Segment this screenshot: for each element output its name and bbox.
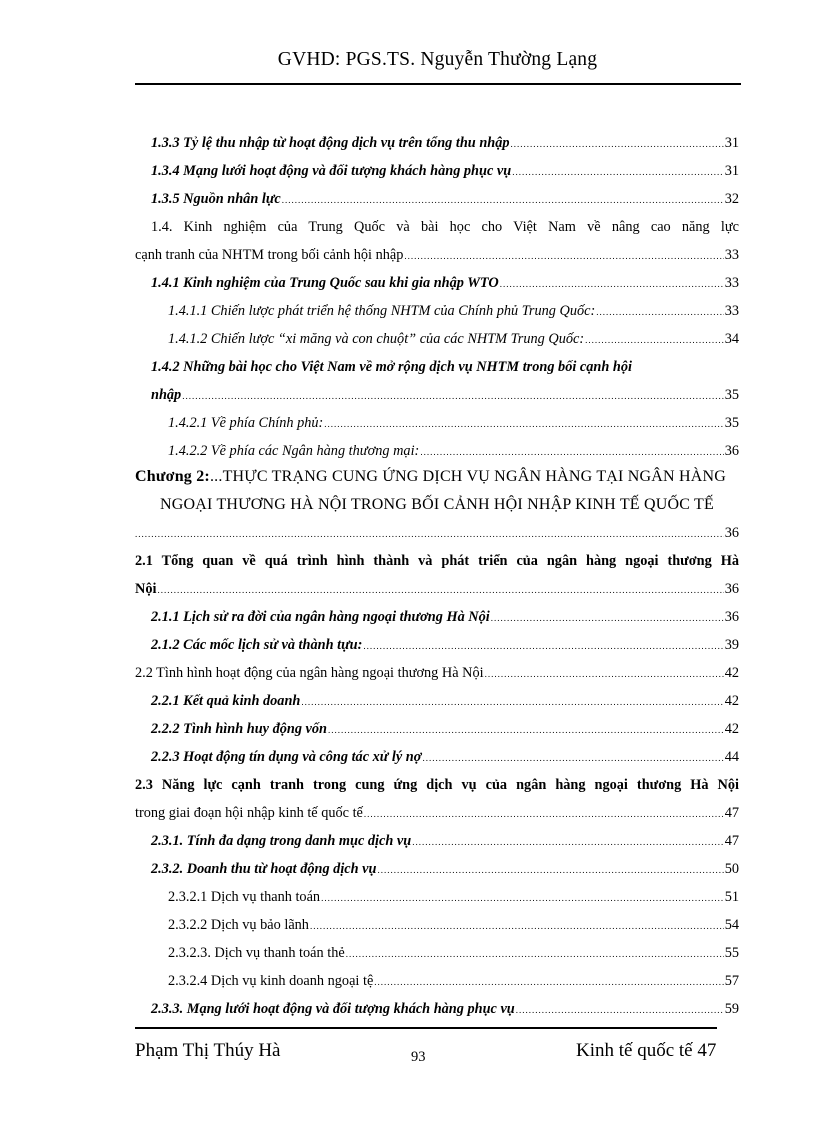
toc-entry-title: 1.3.3 Tỷ lệ thu nhập từ hoạt động dịch vụ trên tổng thu nhập (151, 135, 510, 151)
toc-entry-page: 57 (724, 973, 739, 989)
toc-entry-page: 35 (724, 415, 739, 431)
toc-entry-1-4-2-line1[interactable]: 1.4.2 Những bài học cho Việt Nam về mở rộng dịch vụ NHTM trong bối cạnh hội (151, 359, 632, 375)
toc-entry-2-3-3[interactable] (135, 995, 739, 1023)
toc-entry-title: 2.3.1. Tính đa dạng trong danh mục dịch vụ (151, 833, 412, 849)
toc-entry-1-4-1[interactable] (135, 269, 739, 297)
toc-entry-page: 50 (724, 861, 739, 877)
toc-entry-1-4[interactable] (135, 241, 739, 269)
chapter-dots: ... (209, 468, 223, 485)
toc-leader-dots (135, 520, 724, 548)
toc-entry-title: 2.1.1 Lịch sử ra đời của ngân hàng ngoại thương Hà Nội (151, 609, 490, 625)
toc-entry-page: 31 (724, 163, 739, 179)
toc-entry-title: 2.2 Tình hình hoạt động của ngân hàng ngoại thương Hà Nội (135, 665, 484, 681)
toc-entry-page: 44 (724, 749, 739, 765)
toc-entry-title: 2.3.2.4 Dịch vụ kinh doanh ngoại tệ (168, 973, 374, 989)
toc-leader-dots (321, 884, 724, 912)
toc-chapter-2-line2[interactable]: NGOẠI THƯƠNG HÀ NỘI TRONG BỐI CẢNH HỘI NHẬP KINH TẾ QUỐC TẾ (160, 496, 714, 513)
toc-entry-page: 36 (724, 581, 739, 597)
toc-entry-2-3-2-1[interactable] (135, 883, 739, 911)
toc-entry-title: 2.3.2.3. Dịch vụ thanh toán thẻ (168, 945, 345, 961)
toc-entry-2-2-2[interactable] (135, 715, 739, 743)
toc-entry-title: 2.3.2.1 Dịch vụ thanh toán (168, 889, 321, 905)
toc-entry-1-4-2[interactable] (135, 381, 739, 409)
toc-entry-page: 31 (724, 135, 739, 151)
toc-entry-2-2-3[interactable] (135, 743, 739, 771)
toc-entry-title: cạnh tranh của NHTM trong bối cảnh hội nhập (135, 247, 404, 263)
footer-author: Phạm Thị Thúy Hà (135, 1040, 281, 1061)
toc-leader-dots (516, 996, 724, 1024)
toc-leader-dots (491, 604, 724, 632)
header-divider (135, 83, 741, 85)
toc-entry-title: 1.4.2.2 Về phía các Ngân hàng thương mại: (168, 443, 420, 459)
toc-entry-1-4-1-1[interactable] (135, 297, 739, 325)
toc-entry-title: trong giai đoạn hội nhập kinh tế quốc tế (135, 805, 363, 821)
toc-entry-page: 54 (724, 917, 739, 933)
toc-entry-page: 33 (724, 247, 739, 263)
toc-entry-page: 33 (724, 275, 739, 291)
toc-leader-dots (363, 632, 723, 660)
toc-entry-page: 32 (724, 191, 739, 207)
toc-entry-page: 55 (724, 945, 739, 961)
toc-leader-dots (511, 130, 724, 158)
toc-leader-dots (485, 660, 724, 688)
toc-entry-title: 2.2.1 Kết quả kinh doanh (151, 693, 301, 709)
toc-leader-dots (157, 576, 723, 604)
toc-leader-dots (585, 326, 724, 354)
toc-entry-page: 47 (724, 833, 739, 849)
toc-entry-page: 51 (724, 889, 739, 905)
toc-entry-1-4-2-1[interactable] (135, 409, 739, 437)
toc-entry-title: 1.4.2.1 Về phía Chính phủ: (168, 415, 324, 431)
toc-entry-page: 42 (724, 693, 739, 709)
toc-entry-title: nhập (151, 387, 182, 403)
toc-leader-dots (420, 438, 723, 466)
toc-entry-2-1-line1[interactable]: 2.1 Tổng quan về quá trình hình thành và phát triển của ngân hàng ngoại thương Hà (135, 553, 739, 569)
chapter-title-line1: THỰC TRẠNG CUNG ỨNG DỊCH VỤ NGÂN HÀNG TẠI NGÂN HÀNG (222, 468, 727, 485)
toc-entry-2-3-1[interactable] (135, 827, 739, 855)
toc-entry-2-2-1[interactable] (135, 687, 739, 715)
toc-chapter-2-line1[interactable] (135, 463, 739, 491)
footer-class: Kinh tế quốc tế 47 (576, 1040, 717, 1061)
toc-entry-title: 1.4.1 Kinh nghiệm của Trung Quốc sau khi gia nhập WTO (151, 275, 499, 291)
toc-entry-page: 39 (724, 637, 739, 653)
toc-entry-title: 1.4.1.2 Chiến lược “xi măng và con chuột” của các NHTM Trung Quốc: (168, 331, 585, 347)
page-header-title: GVHD: PGS.TS. Nguyễn Thường Lạng (277, 49, 598, 70)
toc-leader-dots (404, 242, 723, 270)
toc-entry-title: 2.3.2.2 Dịch vụ bảo lãnh (168, 917, 309, 933)
toc-entry-2-3-2-3[interactable] (135, 939, 739, 967)
toc-entry-title: 2.2.3 Hoạt động tín dụng và công tác xử lý nợ (151, 749, 422, 765)
toc-leader-dots (301, 688, 723, 716)
toc-entry-2-3-2[interactable] (135, 855, 739, 883)
toc-entry-1-3-5[interactable] (135, 185, 739, 213)
toc-leader-dots (596, 298, 723, 326)
toc-entry-2-1-1[interactable] (135, 603, 739, 631)
toc-leader-dots (500, 270, 724, 298)
toc-entry-1-4-1-2[interactable] (135, 325, 739, 353)
footer-page-number: 93 (411, 1049, 426, 1065)
toc-leader-dots (324, 410, 723, 438)
toc-leader-dots (377, 856, 723, 884)
footer-divider (135, 1027, 717, 1029)
toc-entry-title: 2.1.2 Các mốc lịch sử và thành tựu: (151, 637, 363, 653)
toc-entry-1-4-line1[interactable]: 1.4. Kinh nghiệm của Trung Quốc và bài học cho Việt Nam về nâng cao năng lực (151, 219, 739, 235)
toc-entry-page: 35 (724, 387, 739, 403)
toc-leader-dots (422, 744, 723, 772)
toc-entry-1-3-3[interactable] (135, 129, 739, 157)
toc-entry-2-3-line1[interactable]: 2.3 Năng lực cạnh tranh trong cung ứng dịch vụ của ngân hàng ngoại thương Hà Nội (135, 777, 739, 793)
toc-entry-1-3-4[interactable] (135, 157, 739, 185)
toc-entry-2-3-2-4[interactable] (135, 967, 739, 995)
toc-entry-title: 1.3.4 Mạng lưới hoạt động và đối tượng khách hàng phục vụ (151, 163, 512, 179)
toc-entry-page: 36 (724, 609, 739, 625)
toc-leader-dots (346, 940, 724, 968)
toc-leader-dots (412, 828, 724, 856)
toc-entry-page: 33 (724, 303, 739, 319)
toc-entry-page: 34 (724, 331, 739, 347)
toc-entry-2-2[interactable] (135, 659, 739, 687)
toc-entry-2-3-2-2[interactable] (135, 911, 739, 939)
toc-leader-dots (182, 382, 724, 410)
toc-entry-page: 42 (724, 665, 739, 681)
toc-chapter-2[interactable] (135, 519, 739, 547)
toc-leader-dots (310, 912, 724, 940)
toc-entry-title: 1.4.1.1 Chiến lược phát triển hệ thống NHTM của Chính phủ Trung Quốc: (168, 303, 596, 319)
toc-leader-dots (328, 716, 724, 744)
toc-entry-2-1[interactable] (135, 575, 739, 603)
toc-entry-page: 36 (724, 443, 739, 459)
toc-entry-title: 2.3.3. Mạng lưới hoạt động và đối tượng khách hàng phục vụ (151, 1001, 515, 1017)
toc-entry-title: 1.3.5 Nguồn nhân lực (151, 191, 281, 207)
toc-entry-title: 2.2.2 Tình hình huy động vốn (151, 721, 327, 737)
toc-entry-page: 47 (724, 805, 739, 821)
toc-entry-title: 2.3.2. Doanh thu từ hoạt động dịch vụ (151, 861, 377, 877)
chapter-label: Chương 2: (135, 468, 210, 485)
toc-leader-dots (512, 158, 724, 186)
toc-entry-page: 59 (724, 1001, 739, 1017)
toc-entry-title: Nội (135, 581, 157, 597)
toc-entry-2-1-2[interactable] (135, 631, 739, 659)
toc-leader-dots (364, 800, 724, 828)
toc-leader-dots (374, 968, 723, 996)
toc-entry-2-3[interactable] (135, 799, 739, 827)
toc-leader-dots (282, 186, 724, 214)
toc-entry-1-4-2-2[interactable] (135, 437, 739, 465)
toc-entry-page: 42 (724, 721, 739, 737)
toc-entry-page: 36 (724, 525, 739, 541)
